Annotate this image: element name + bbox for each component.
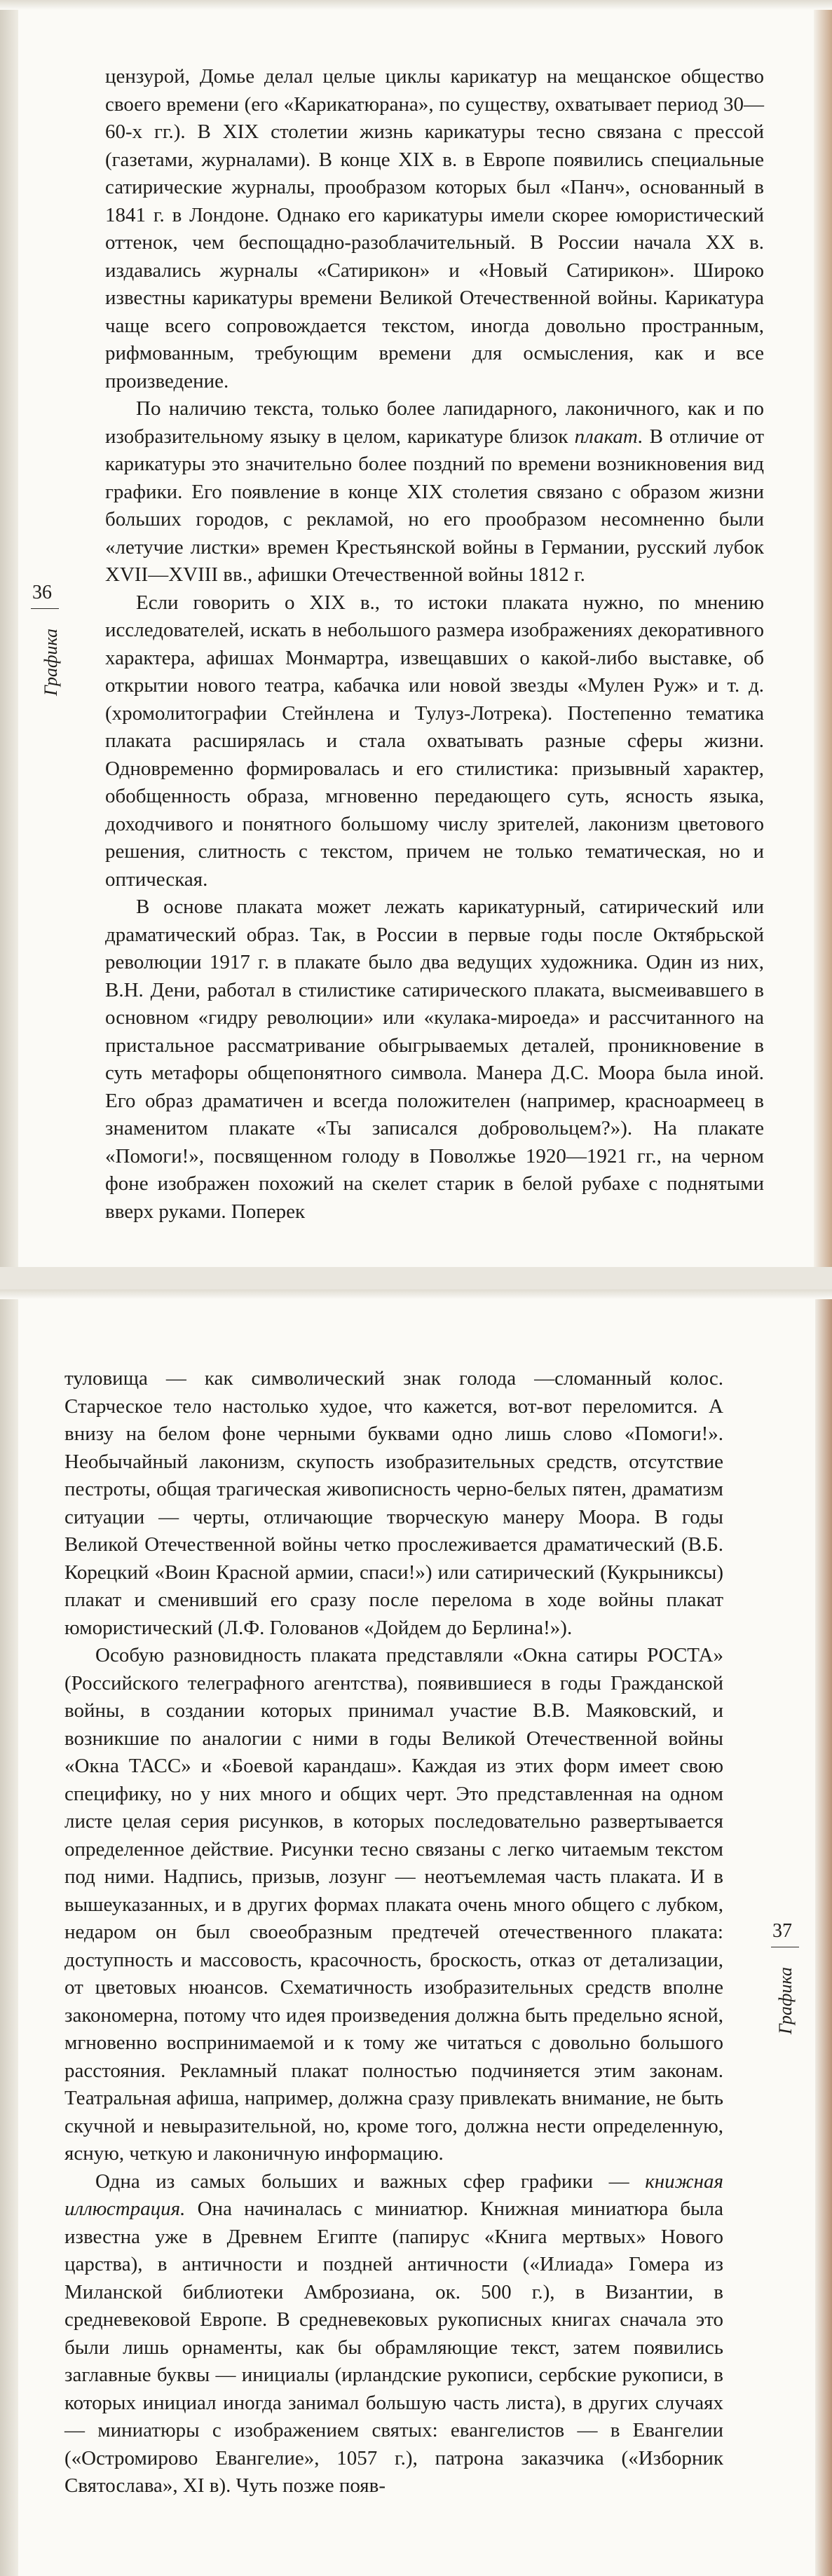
text-run: По наличию текста, только более лапидарного, лаконичного, как и по изобразительному языку в целом, карикатуре близок (105, 397, 764, 448)
paragraph (105, 893, 764, 1226)
page-number: 37 (772, 1920, 792, 1942)
page-gutter (0, 0, 18, 1267)
page-edge (814, 0, 832, 1267)
text-run: В основе плаката может лежать карикатурный, сатирический или драматический образ. Так, в России в первые годы после Октябрьской революции 1917 г. в плакате было два ведущих художника. Один из них, В.Н. Дени, работал в стилистике сатирического плаката, высмеивавшего в основном «гидру революции» или «кулака-мироеда» и рассчитанного на пристальное рассматривание обыгрываемых деталей, проникновение в суть метафоры общепонятного символа. Манера Д.С. Моора была иной. Его образ драматичен и всегда положителен (например, красноармеец в знаменитом плакате «Ты записался добровольцем?»). На плакате «Помоги!», посвященном голоду в Поволжье 1920—1921 гг., на черном фоне изображен похожий на скелет старик в белой рубахе с поднятыми вверх руками. Поперек (105, 896, 764, 1223)
text-run: туловища — как символический знак голода —сломанный колос. Старческое тело настолько худое, что кажется, вот-вот переломится. А внизу на белом фоне черными буквами одно лишь слово «Помоги!». Необычайный лаконизм, скупость изобразительных средств, отсутствие пестроты, общая трагическая живописность черно-белых пятен, драматизм ситуации — черты, отличающие творческую манеру Моора. В годы Великой Отечественной войны четко прослеживается драматический (В.Б. Корецкий «Воин Красной армии, спаси!») или сатирический (Кукрыниксы) плакат и сменивший его сразу после перелома в ходе войны плакат юмористический (Л.Ф. Голованов «Дойдем до Берлина!»). (64, 1367, 723, 1639)
paragraph (105, 63, 764, 395)
page-edge (815, 1289, 832, 2576)
text-run: Особую разновидность плаката представляли «Окна сатиры РОСТА» (Российского телеграфного агентства), появившиеся в годы Гражданской войны, в создании которых принимал участие В.В. Маяковский, и возникшие по аналогии с ними в годы Великой Отечественной войны «Окна ТАСС» и «Боевой карандаш». Каждая из этих форм имеет свою специфику, но у них много и общих черт. Это представленная на одном листе целая серия рисунков, в которых последовательно развертывается определенное действие. Рисунки тесно связаны с легко читаемым текстом под ними. Надпись, призыв, лозунг — неотъемлемая часть плаката. И в вышеуказанных, и в других формах плаката очень много общего с лубком, недаром он был своеобразным предтечей отечественного плаката: доступность и массовость, красочность, броскость, отказ от детализации, от цветовых нюансов. Схематичность изобразительных средств вполне закономерна, потому что идея произведения должна быть предельно ясной, мгновенно воспринимаемой и к тому же читаться с довольно большого расстояния. Рекламный плакат полностью подчиняется этим законам. Театральная афиша, например, должна сразу привлекать внимание, не быть скучной и невыразительной, но, кроме того, должна нести определенную, ясную, четкую и лаконичную информацию. (64, 1644, 723, 2165)
paragraph (64, 1365, 723, 1642)
book-page-right (0, 1289, 832, 2576)
section-side-label: Графика (41, 628, 61, 697)
emphasized-term: плакат. (574, 425, 643, 448)
paragraph (64, 2168, 723, 2500)
page-number-rule (31, 608, 59, 609)
page-gutter (0, 1289, 18, 2576)
emphasized-term: книжная иллюстрация. (64, 2170, 723, 2220)
paragraph (105, 395, 764, 589)
page-top-shadow (0, 1289, 832, 1299)
paragraph (64, 1642, 723, 2168)
text-run: цензурой, Домье делал целые циклы карикатур на мещанское общество своего времени (его «Карикатюрана», по существу, охватывает период 30—60-х гг.). В XIX столетии жизнь карикатуры тесно связана с прессой (газетами, журналами). В конце XIX в. в Европе появились специальные сатирические журналы, прообразом которых был «Панч», основанный в 1841 г. в Лондоне. Однако его карикатуры имели скорее юмористический оттенок, чем беспощадно-разоблачительный. В России начала XX в. издавались журналы «Сатирикон» и «Новый Сатирикон». Широко известны карикатуры времени Великой Отечественной войны. Карикатура чаще всего сопровождается текстом, иногда довольно пространным, рифмованным, требующим времени для осмысления, как и все произведение. (105, 65, 764, 392)
text-run: Если говорить о XIX в., то истоки плаката нужно, по мнению исследователей, искать в небольшого размера изображениях декоративного характера, афишах Монмартра, извещавших о какой-либо выставке, об открытии нового театра, кабачка или новой звезды «Мулен Руж» и т. д. (хромолитографии Стейнлена и Тулуз-Лотрека). Постепенно тематика плаката расширялась и стала охватывать разные сферы жизни. Одновременно формировалась и его стилистика: призывный характер, обобщенность образа, мгновенно передающего суть, ясность языка, доходчивого и понятного большому числу зрителей, лаконизм цветового решения, слитность с текстом, причем не только тематическая, но и оптическая. (105, 591, 764, 891)
text-run: Одна из самых больших и важных сфер графики — (95, 2170, 646, 2193)
section-side-label: Графика (775, 1966, 796, 2035)
body-text (105, 63, 764, 1226)
paragraph (105, 589, 764, 894)
page-number: 36 (32, 582, 52, 603)
body-text (64, 1365, 723, 2500)
text-run: В отличие от карикатуры это значительно более поздний по времени возникновения вид графики. Его появление в конце XIX столетия связано с образом жизни больших городов, с рекламой, но его прообразом несомненно были «летучие листки» времен Крестьянской войны в Германии, русский лубок XVII—XVIII вв., афишки Отечественной войны 1812 г. (105, 425, 764, 586)
book-page-left (0, 0, 832, 1267)
page-top-shadow (0, 0, 832, 10)
text-run: Она начиналась с миниатюр. Книжная миниатюра была известна уже в Древнем Египте (папирус «Книга мертвых» Нового царства), в античности и поздней античности («Илиада» Гомера из Миланской библиотеки Амброзиана, ок. 500 г.), в Византии, в средневековой Европе. В средневековых рукописных книгах сначала это были лишь орнаменты, как бы обрамляющие текст, затем появились заглавные буквы — инициалы (ирландские рукописи, сербские рукописи, в которых инициал иногда занимал большую часть листа), в других случаях — миниатюры с изображением святых: евангелистов — в Евангелии («Остромирово Евангелие», 1057 г.), патрона заказчика («Изборник Святослава», XI в). Чуть позже появ- (64, 2198, 723, 2497)
